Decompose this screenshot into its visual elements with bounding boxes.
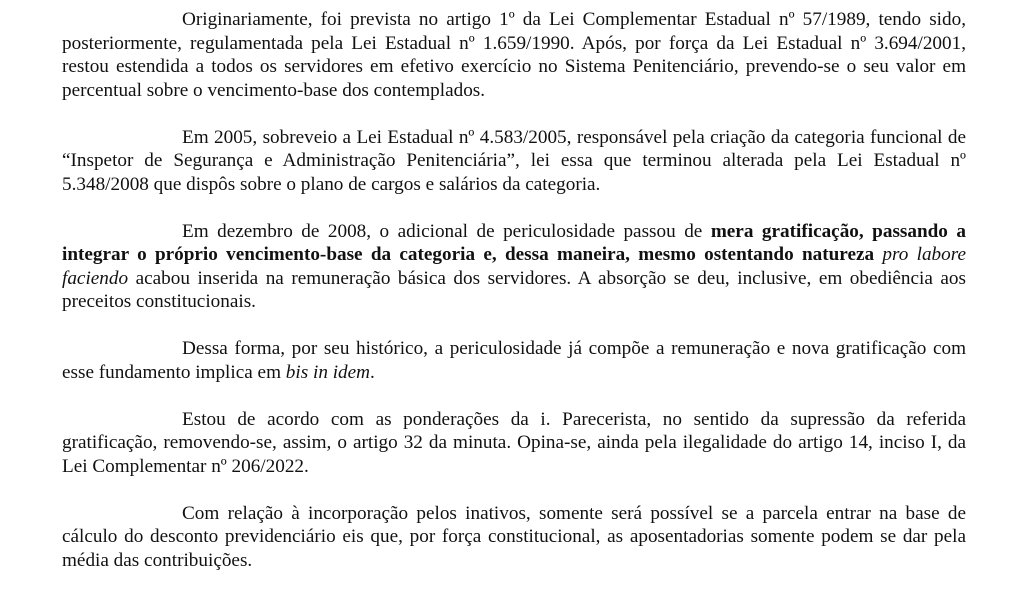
paragraph-6-text: Com relação à incorporação pelos inativos, somente será possível se a parcela entrar na base de cálculo do desconto previdenciário eis que, por força constitucional, as aposentadorias somente podem se dar pela média das contribuições. [62,502,966,571]
paragraph-2 [62,126,966,197]
paragraph-1-text: Originariamente, foi prevista no artigo 1º da Lei Complementar Estadual nº 57/1989, tendo sido, posteriormente, regulamentada pela Lei Estadual nº 1.659/1990. Após, por força da Lei Estadual nº 3.694/2001, restou estendida a todos os servidores em efetivo exercício no Sistema Penitenciário, prevendo-se o seu valor em percentual sobre o vencimento-base dos contemplados. [62,9,966,101]
paragraph-3 [62,220,966,314]
paragraph-3-latin-term: pro labore faciendo [62,244,966,289]
paragraph-3-bold-text: mera gratificação, passando a integrar o próprio vencimento-base da categoria e, dessa maneira, mesmo ostentando natureza [62,220,966,265]
paragraph-4-text-end: . [370,361,375,383]
paragraph-5-text: Estou de acordo com as ponderações da i. Parecerista, no sentido da supressão da referida gratificação, removendo-se, assim, o artigo 32 da minuta. Opina-se, ainda pela ilegalidade do artigo 14, inciso I, da Lei Complementar nº 206/2022. [62,408,966,477]
paragraph-4 [62,337,966,384]
document-page [62,8,966,572]
paragraph-4-text-start: Dessa forma, por seu histórico, a periculosidade já compõe a remuneração e nova gratificação com esse fundamento implica em [62,338,966,383]
paragraph-5 [62,408,966,479]
paragraph-1 [62,8,966,102]
paragraph-4-latin-term: bis in idem [285,361,371,383]
paragraph-3-text-start: Em dezembro de 2008, o adicional de periculosidade passou de [182,220,711,242]
paragraph-3-text-end: acabou inserida na remuneração básica dos servidores. A absorção se deu, inclusive, em obediência aos preceitos constitucionais. [62,267,966,312]
paragraph-6 [62,502,966,573]
paragraph-2-text: Em 2005, sobreveio a Lei Estadual nº 4.583/2005, responsável pela criação da categoria funcional de “Inspetor de Segurança e Administração Penitenciária”, lei essa que terminou alterada pela Lei Estadual nº 5.348/2008 que dispôs sobre o plano de cargos e salários da categoria. [62,126,966,195]
